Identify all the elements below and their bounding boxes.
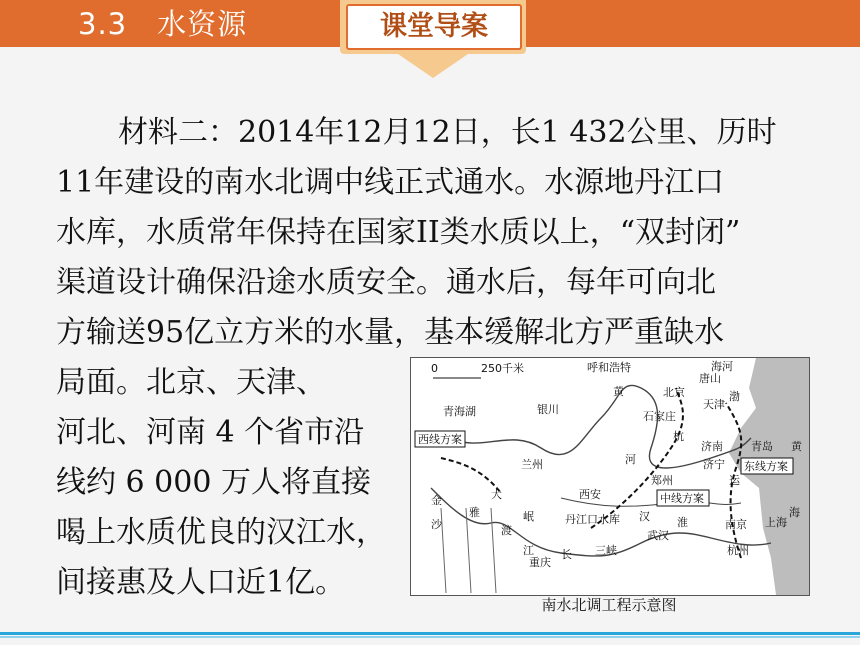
- label-jinan: 济南: [701, 440, 723, 453]
- label-huhehaote: 呼和浩特: [587, 361, 631, 374]
- scale-distance: 250千米: [481, 362, 524, 375]
- label-qingdao: 青岛: [751, 440, 773, 453]
- label-han: 汉: [639, 510, 650, 523]
- material-line: 方输送95亿立方米的水量，基本缓解北方严重缺水: [56, 315, 725, 350]
- material-line: 线约 6 000 万人将直接: [56, 465, 371, 500]
- label-hai: 海: [789, 506, 800, 519]
- label-changjiang: 长: [561, 548, 572, 561]
- label-zhengzhou: 郑州: [651, 474, 673, 487]
- material-line: 材料二：2014年12月12日，长1 432公里、历时: [118, 115, 777, 150]
- label-ya: 雅: [469, 506, 480, 519]
- label-bohai: 渤: [729, 390, 740, 403]
- label-hang: 杭: [673, 430, 684, 443]
- southwest-rivers: [441, 508, 496, 593]
- label-tangshan: 唐山: [699, 372, 721, 385]
- label-chongqing: 重庆: [529, 556, 551, 569]
- label-huang1: 黄: [613, 385, 624, 398]
- label-huai: 淮: [677, 516, 688, 529]
- label-lanzhou: 兰州: [521, 458, 543, 471]
- label-haihe: 海河: [711, 360, 733, 373]
- label-huang2: 黄: [791, 440, 802, 453]
- lesson-badge: [340, 0, 526, 78]
- label-jin: 金: [431, 494, 442, 507]
- bottom-accent-line-secondary: [0, 636, 860, 638]
- water-diversion-map: [410, 357, 810, 596]
- material-line: 局面。北京、天津、: [56, 365, 326, 400]
- label-qinghaihu: 青海湖: [443, 405, 476, 418]
- label-west-plan: 西线方案: [418, 433, 462, 446]
- label-nanjing: 南京: [725, 518, 747, 531]
- badge-pointer: [398, 54, 468, 78]
- label-east-plan: 东线方案: [744, 460, 788, 473]
- sea-area: [729, 358, 809, 595]
- label-tianjin: 天津: [703, 398, 725, 411]
- material-paragraph: [56, 108, 806, 358]
- material-line: 11年建设的南水北调中线正式通水。水源地丹江口: [56, 165, 725, 200]
- map-caption: 南水北调工程示意图: [541, 596, 677, 614]
- label-yun: 运: [729, 474, 740, 487]
- label-du: 渡: [501, 524, 512, 537]
- material-line: 河北、河南 4 个省市沿: [56, 415, 365, 450]
- label-jining: 济宁: [703, 458, 725, 471]
- badge-label: 课堂导案: [346, 4, 522, 50]
- label-hangzhou: 杭州: [727, 544, 749, 557]
- label-yinchuan: 银川: [537, 403, 559, 416]
- label-sanxia: 三峡: [595, 544, 617, 557]
- material-line: 喝上水质优良的汉江水，: [56, 515, 386, 550]
- label-beijing: 北京: [663, 386, 685, 399]
- label-middle-plan: 中线方案: [660, 492, 704, 505]
- label-shanghai: 上海: [765, 516, 787, 529]
- label-min: 岷: [523, 510, 534, 523]
- label-sha: 沙: [431, 518, 442, 531]
- material-line: 水库，水质常年保持在国家II类水质以上，“双封闭”: [56, 215, 741, 250]
- material-line: 渠道设计确保沿途水质安全。通水后，每年可向北: [56, 265, 716, 300]
- material-paragraph-continued: [56, 358, 406, 608]
- label-wuhan: 武汉: [647, 529, 669, 542]
- bottom-accent-line: [0, 632, 860, 635]
- label-jiang: 江: [523, 544, 534, 557]
- section-title: 3.3 水资源: [78, 7, 248, 41]
- scale-zero: 0: [431, 362, 438, 375]
- label-da: 大: [491, 488, 502, 501]
- middle-route-line: [591, 388, 683, 528]
- label-he: 河: [625, 453, 636, 466]
- material-line: 间接惠及人口近1亿。: [56, 565, 346, 600]
- label-xian: 西安: [579, 488, 601, 501]
- label-danjiangkou: 丹江口水库: [565, 513, 620, 526]
- label-shijiazhuang: 石家庄: [643, 410, 676, 423]
